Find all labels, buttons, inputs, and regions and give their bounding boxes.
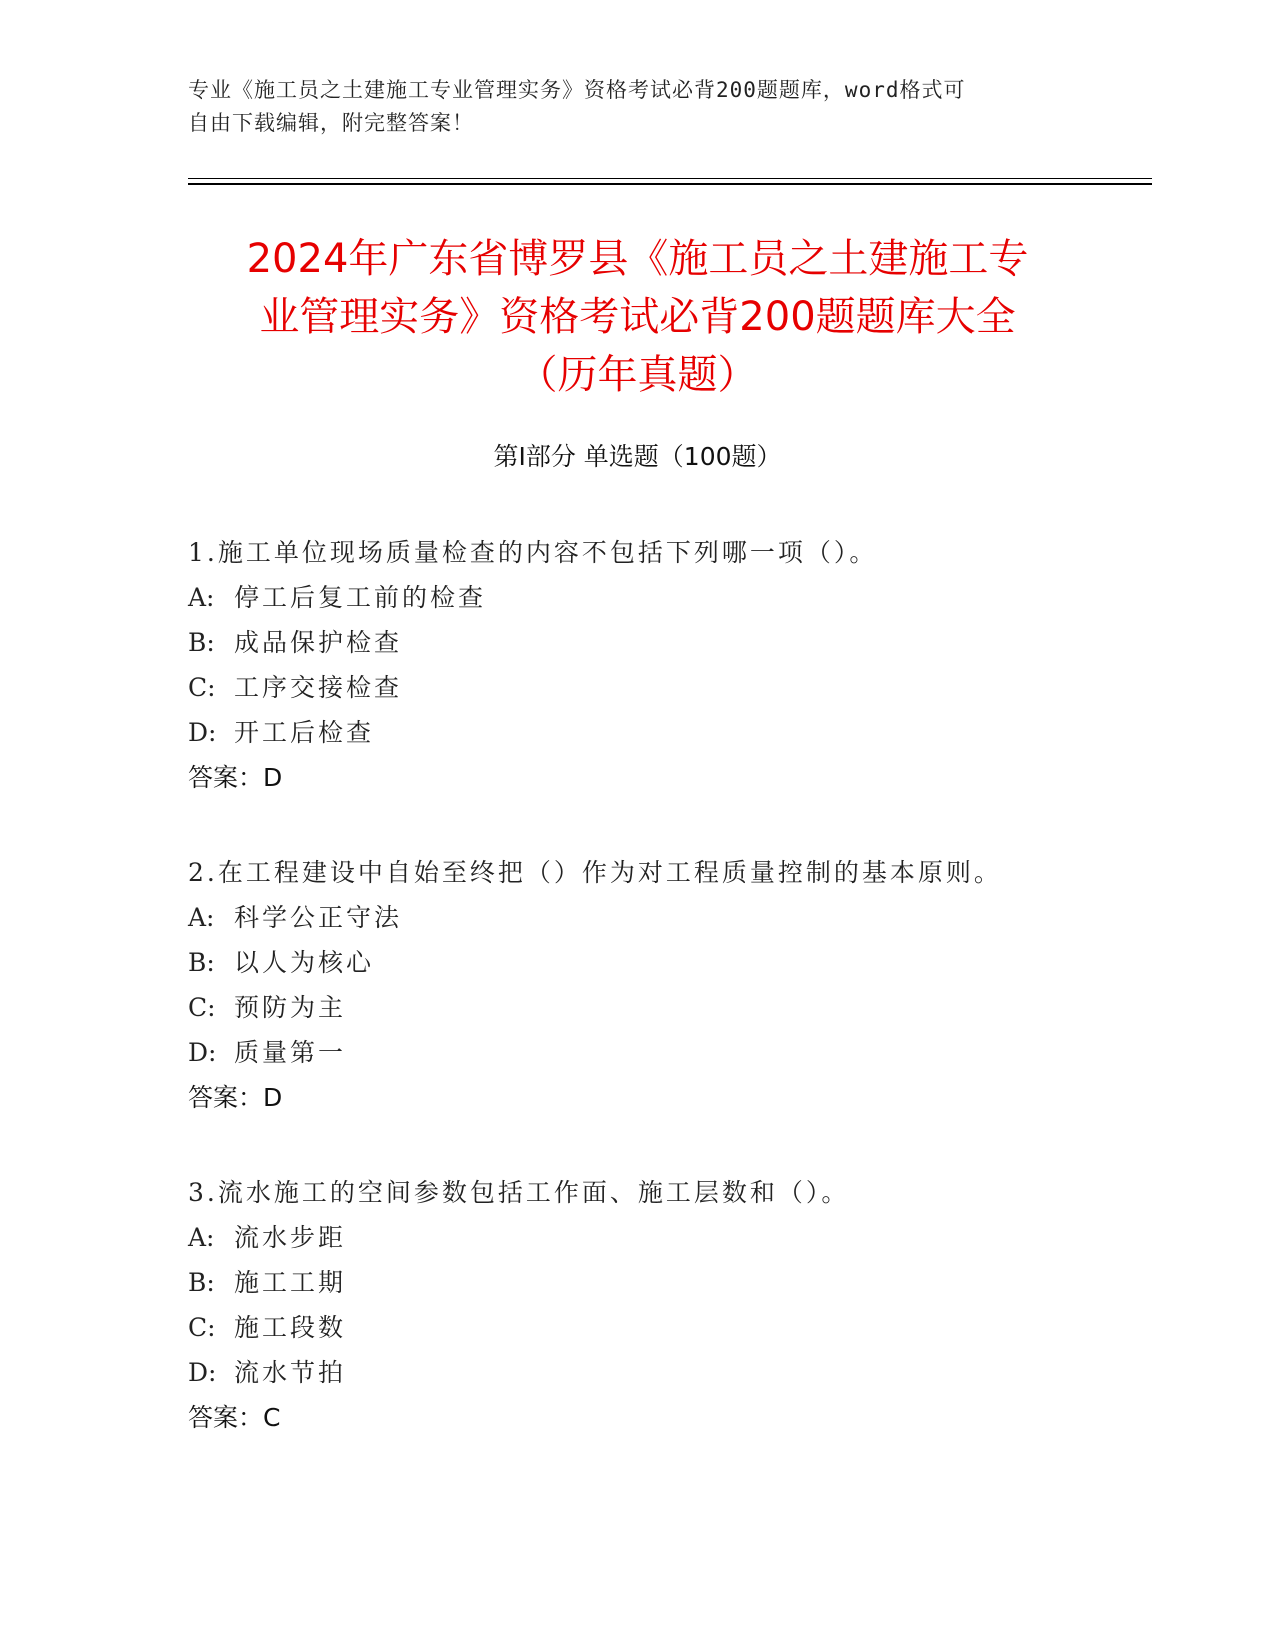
answer-line: 答案：D bbox=[188, 763, 283, 792]
option-letter: A: bbox=[188, 903, 215, 932]
section-heading: 第Ⅰ部分 单选题（100题） bbox=[493, 442, 782, 471]
option-letter: D: bbox=[188, 718, 217, 747]
question-stem: 3.流水施工的空间参数包括工作面、施工层数和（）。 bbox=[188, 1178, 850, 1207]
option-text: 预防为主 bbox=[234, 993, 347, 1022]
option-text: 成品保护检查 bbox=[234, 628, 403, 657]
answer-line: 答案：D bbox=[188, 1083, 283, 1112]
option-d bbox=[188, 1030, 1148, 1075]
header-note-line-2: 自由下载编辑，附完整答案！ bbox=[188, 111, 474, 135]
option-text: 开工后检查 bbox=[234, 718, 375, 747]
question-stem: 1.施工单位现场质量检查的内容不包括下列哪一项（）。 bbox=[188, 538, 878, 567]
option-letter: C: bbox=[188, 993, 216, 1022]
question-2 bbox=[188, 850, 1148, 1120]
option-text: 科学公正守法 bbox=[234, 903, 403, 932]
question-1 bbox=[188, 530, 1148, 800]
option-text: 施工工期 bbox=[234, 1268, 347, 1297]
option-letter: D: bbox=[188, 1038, 217, 1067]
option-text: 流水节拍 bbox=[234, 1358, 347, 1387]
option-d bbox=[188, 710, 1148, 755]
option-c bbox=[188, 985, 1148, 1030]
header-note bbox=[188, 74, 1088, 140]
option-c bbox=[188, 665, 1148, 710]
option-a bbox=[188, 575, 1148, 620]
option-letter: B: bbox=[188, 628, 215, 657]
document-title-line-1: 2024年广东省博罗县《施工员之土建施工专 bbox=[246, 236, 1029, 282]
document-title bbox=[150, 230, 1125, 404]
header-note-line-1: 专业《施工员之土建施工专业管理实务》资格考试必背200题题库，word格式可 bbox=[188, 78, 966, 102]
option-a bbox=[188, 1215, 1148, 1260]
option-letter: A: bbox=[188, 583, 215, 612]
option-d bbox=[188, 1350, 1148, 1395]
document-title-line-3: （历年真题） bbox=[517, 352, 758, 398]
option-text: 质量第一 bbox=[234, 1038, 347, 1067]
option-a bbox=[188, 895, 1148, 940]
question-stem: 2.在工程建设中自始至终把（）作为对工程质量控制的基本原则。 bbox=[188, 858, 1002, 887]
option-letter: B: bbox=[188, 1268, 215, 1297]
header-divider-thin bbox=[188, 178, 1152, 179]
question-3 bbox=[188, 1170, 1148, 1440]
option-b bbox=[188, 1260, 1148, 1305]
option-text: 以人为核心 bbox=[234, 948, 375, 977]
header-divider-thick bbox=[188, 183, 1152, 185]
option-b bbox=[188, 620, 1148, 665]
option-text: 工序交接检查 bbox=[234, 673, 403, 702]
option-b bbox=[188, 940, 1148, 985]
document-title-line-2: 业管理实务》资格考试必背200题题库大全 bbox=[259, 294, 1016, 340]
option-letter: B: bbox=[188, 948, 215, 977]
option-letter: C: bbox=[188, 1313, 216, 1342]
option-text: 流水步距 bbox=[234, 1223, 347, 1252]
option-text: 施工段数 bbox=[234, 1313, 347, 1342]
question-list bbox=[188, 530, 1148, 1490]
option-letter: C: bbox=[188, 673, 216, 702]
answer-line: 答案：C bbox=[188, 1403, 281, 1432]
option-letter: A: bbox=[188, 1223, 215, 1252]
option-text: 停工后复工前的检查 bbox=[234, 583, 487, 612]
option-c bbox=[188, 1305, 1148, 1350]
option-letter: D: bbox=[188, 1358, 217, 1387]
